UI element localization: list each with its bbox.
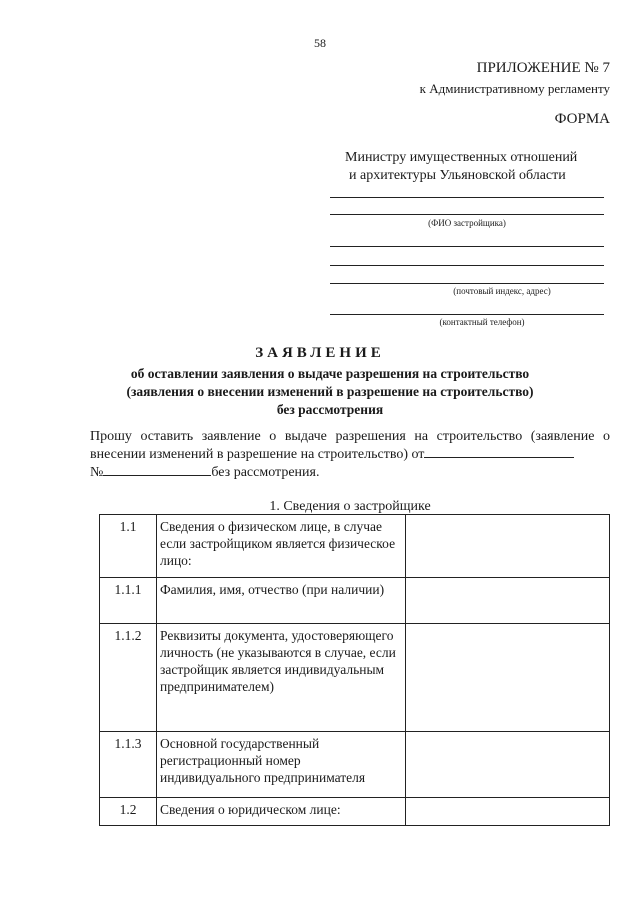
appendix-subtitle: к Административному регламенту bbox=[419, 81, 610, 96]
row-value-field[interactable] bbox=[406, 732, 610, 798]
row-number: 1.1.2 bbox=[100, 624, 157, 732]
table-row bbox=[100, 578, 610, 624]
row-number: 1.1 bbox=[100, 515, 157, 578]
phone-hint: (контактный телефон) bbox=[439, 317, 525, 327]
applicant-info-table bbox=[99, 514, 610, 826]
address-line-2[interactable] bbox=[330, 265, 604, 266]
number-sign: № bbox=[90, 465, 104, 480]
date-blank[interactable] bbox=[424, 446, 574, 458]
fio-hint: (ФИО застройщика) bbox=[428, 218, 506, 228]
statement-subtitle-line-3: без рассмотрения bbox=[276, 402, 384, 417]
row-label: Сведения о физическом лице, в случае если застройщиком является физическое лицо: bbox=[157, 515, 406, 578]
statement-subtitle-line-2: (заявления о внесении изменений в разрешение на строительство) bbox=[126, 384, 534, 399]
request-text-a: Прошу оставить заявление о выдаче разрешения на строительство (заявление о внесении изменений в разрешение на строительство) от bbox=[90, 429, 610, 462]
recipient-line-1: Министру имущественных отношений bbox=[345, 150, 578, 165]
address-line-1[interactable] bbox=[330, 246, 604, 247]
row-label: Реквизиты документа, удостоверяющего личность (не указываются в случае, если застройщик является индивидуальным предпринимателем) bbox=[157, 624, 406, 732]
row-number: 1.2 bbox=[100, 798, 157, 826]
number-blank[interactable] bbox=[103, 464, 211, 476]
address-line-3[interactable] bbox=[330, 283, 604, 284]
appendix-title: ПРИЛОЖЕНИЕ № 7 bbox=[476, 60, 610, 76]
statement-subtitle bbox=[60, 365, 600, 419]
row-value-field[interactable] bbox=[406, 798, 610, 826]
request-paragraph bbox=[90, 428, 610, 482]
form-label: ФОРМА bbox=[554, 111, 610, 127]
row-label: Основной государственный регистрационный номер индивидуального предпринимателя bbox=[157, 732, 406, 798]
fio-line-2[interactable] bbox=[330, 214, 604, 215]
recipient-line-2: и архитектуры Ульяновской области bbox=[349, 168, 566, 183]
request-text-b: без рассмотрения. bbox=[211, 465, 320, 480]
address-hint: (почтовый индекс, адрес) bbox=[453, 286, 551, 296]
recipient-block bbox=[345, 149, 625, 185]
statement-title: ЗАЯВЛЕНИЕ bbox=[255, 345, 385, 361]
statement-subtitle-line-1: об оставлении заявления о выдаче разрешения на строительство bbox=[130, 366, 530, 381]
phone-line[interactable] bbox=[330, 314, 604, 315]
page-number: 58 bbox=[314, 36, 326, 50]
row-number: 1.1.3 bbox=[100, 732, 157, 798]
row-value-field[interactable] bbox=[406, 624, 610, 732]
table-row bbox=[100, 624, 610, 732]
row-label: Сведения о юридическом лице: bbox=[157, 798, 406, 826]
row-number: 1.1.1 bbox=[100, 578, 157, 624]
table-row bbox=[100, 798, 610, 826]
table-row bbox=[100, 732, 610, 798]
table-row bbox=[100, 515, 610, 578]
row-value-field[interactable] bbox=[406, 578, 610, 624]
row-value-field[interactable] bbox=[406, 515, 610, 578]
fio-line-1[interactable] bbox=[330, 197, 604, 198]
row-label: Фамилия, имя, отчество (при наличии) bbox=[157, 578, 406, 624]
section-title: 1. Сведения о застройщике bbox=[269, 499, 431, 514]
